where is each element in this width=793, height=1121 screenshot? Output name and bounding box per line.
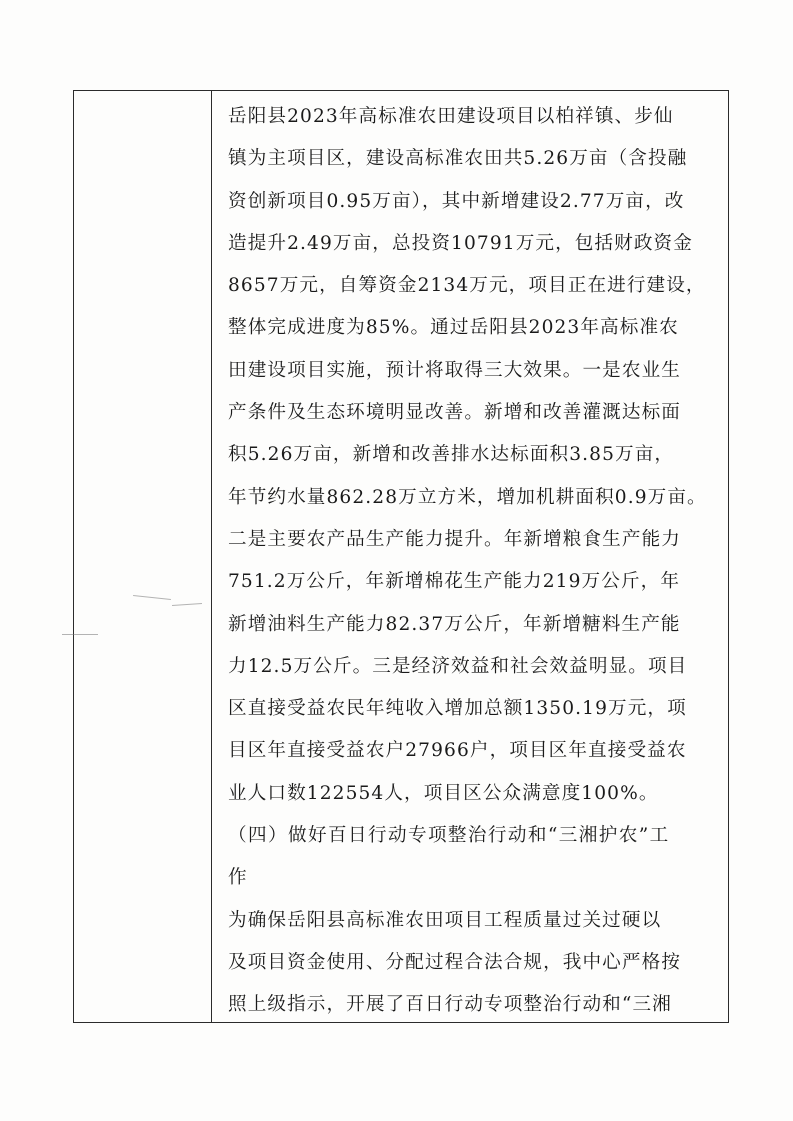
text-line: 二是主要农产品生产能力提升。年新增粮食生产能力 [228,528,681,550]
text-line: 资创新项目0.95万亩），其中新增建设2.77万亩，改 [228,190,685,212]
text-line: 业人口数122554人，项目区公众满意度100%。 [228,782,659,804]
text-line: 力12.5万公斤。三是经济效益和社会效益明显。项目 [228,655,688,677]
text-line: 区直接受益农民年纯收入增加总额1350.19万元，项 [228,698,687,720]
text-line: 为确保岳阳县高标准农田项目工程质量过关过硬以 [228,909,662,931]
text-line: 造提升2.49万亩，总投资10791万元，包括财政资金 [228,232,693,254]
text-line: 及项目资金使用、分配过程合法合规，我中心严格按 [228,951,681,973]
text-line: 751.2万公斤，年新增棉花生产能力219万公斤，年 [228,571,681,593]
text-line: 岳阳县2023年高标准农田建设项目以柏祥镇、步仙 [228,106,674,127]
section-heading: （四）做好百日行动专项整治行动和“三湘护农”工 [228,825,670,847]
text-line: 整体完成进度为85%。通过岳阳县2023年高标准农 [228,317,679,339]
text-line: 镇为主项目区，建设高标准农田共5.26万亩（含投融 [228,148,688,170]
text-line: 新增油料生产能力82.37万公斤，年新增糖料生产能 [228,613,681,635]
text-line: 产条件及生态环境明显改善。新增和改善灌溉达标面 [228,402,681,424]
text-line: 目区年直接受益农户27966户，项目区年直接受益农 [228,740,687,762]
text-line: 年节约水量862.28万立方米，增加机耕面积0.9万亩。 [228,486,707,508]
text-line: 积5.26万亩，新增和改善排水达标面积3.85万亩， [228,444,675,466]
column-divider [211,90,212,1023]
scan-mark [62,634,98,635]
text-line: 照上级指示，开展了百日行动专项整治行动和“三湘 [228,994,672,1016]
text-line: 田建设项目实施，预计将取得三大效果。一是农业生 [228,359,681,381]
section-heading-continued: 作 [228,867,248,889]
text-line: 8657万元，自筹资金2134万元，项目正在进行建设， [228,275,706,297]
document-body [228,96,720,1027]
